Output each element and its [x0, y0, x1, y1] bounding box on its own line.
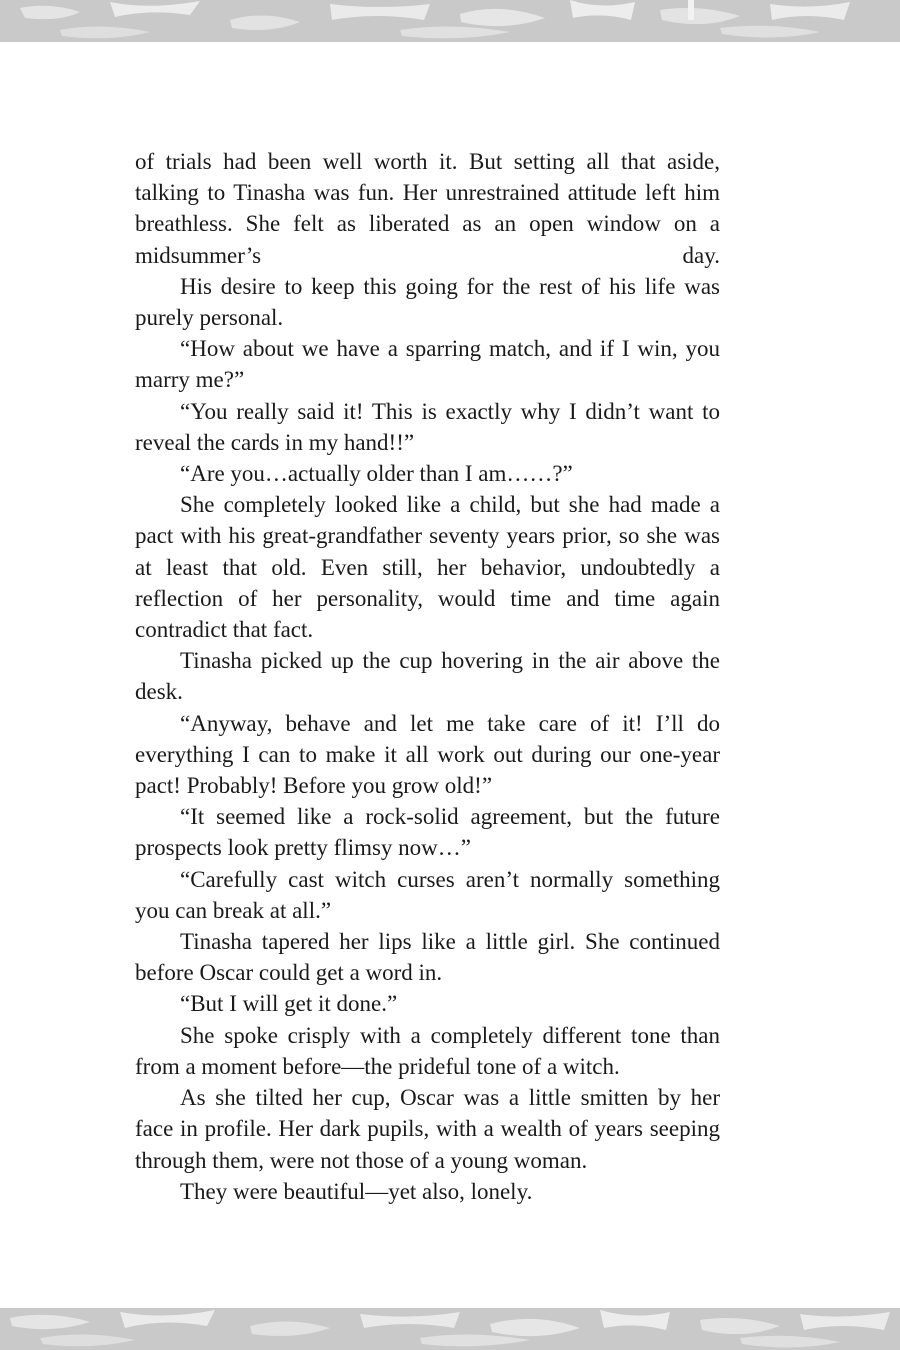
paragraph: His desire to keep this going for the rest of his life was purely personal.: [135, 273, 720, 331]
paragraph: As she tilted her cup, Oscar was a little smitten by her face in profile. Her dark pupils, with a wealth of years seeping through them, were not those of a young woman.: [135, 1085, 720, 1173]
paragraph: “You really said it! This is exactly why I didn’t want to reveal the cards in my hand!!”: [135, 398, 720, 455]
paragraph: She completely looked like a child, but she had made a pact with his great-grandfather seventy years prior, so she was at least that old. Even still, her behavior, undoubtedly a reflection of her personality, would time and time again contradict that fact.: [135, 492, 720, 643]
paragraph: Tinasha tapered her lips like a little girl. She continued before Oscar could get a word in.: [135, 929, 720, 986]
paragraph: of trials had been well worth it. But setting all that aside, talking to Tinasha was fun. Her unrestrained attitude left him breathless. She felt as liberated as an open window on a midsummer’s day.: [135, 149, 720, 268]
paragraph: “Are you…actually older than I am……?”: [180, 461, 573, 487]
page-body-text: [135, 146, 720, 1207]
paragraph: “But I will get it done.”: [180, 991, 398, 1017]
paragraph: She spoke crisply with a completely different tone than from a moment before—the prideful tone of a witch.: [135, 1022, 720, 1079]
paragraph: Tinasha picked up the cup hovering in the air above the desk.: [135, 648, 720, 705]
paragraph: They were beautiful—yet also, lonely.: [180, 1178, 533, 1204]
top-decorative-band: [0, 0, 900, 42]
paragraph: “Anyway, behave and let me take care of it! I’ll do everything I can to make it all work out during our one-year pact! Probably! Before you grow old!”: [135, 710, 720, 799]
paragraph: “How about we have a sparring match, and if I win, you marry me?”: [135, 336, 720, 393]
bottom-decorative-band: [0, 1308, 900, 1350]
top-band-texture: [0, 0, 900, 42]
paragraph: “Carefully cast witch curses aren’t normally something you can break at all.”: [135, 866, 720, 923]
paragraph: “It seemed like a rock-solid agreement, but the future prospects look pretty flimsy now…”: [135, 804, 720, 861]
bottom-band-texture: [0, 1308, 900, 1350]
